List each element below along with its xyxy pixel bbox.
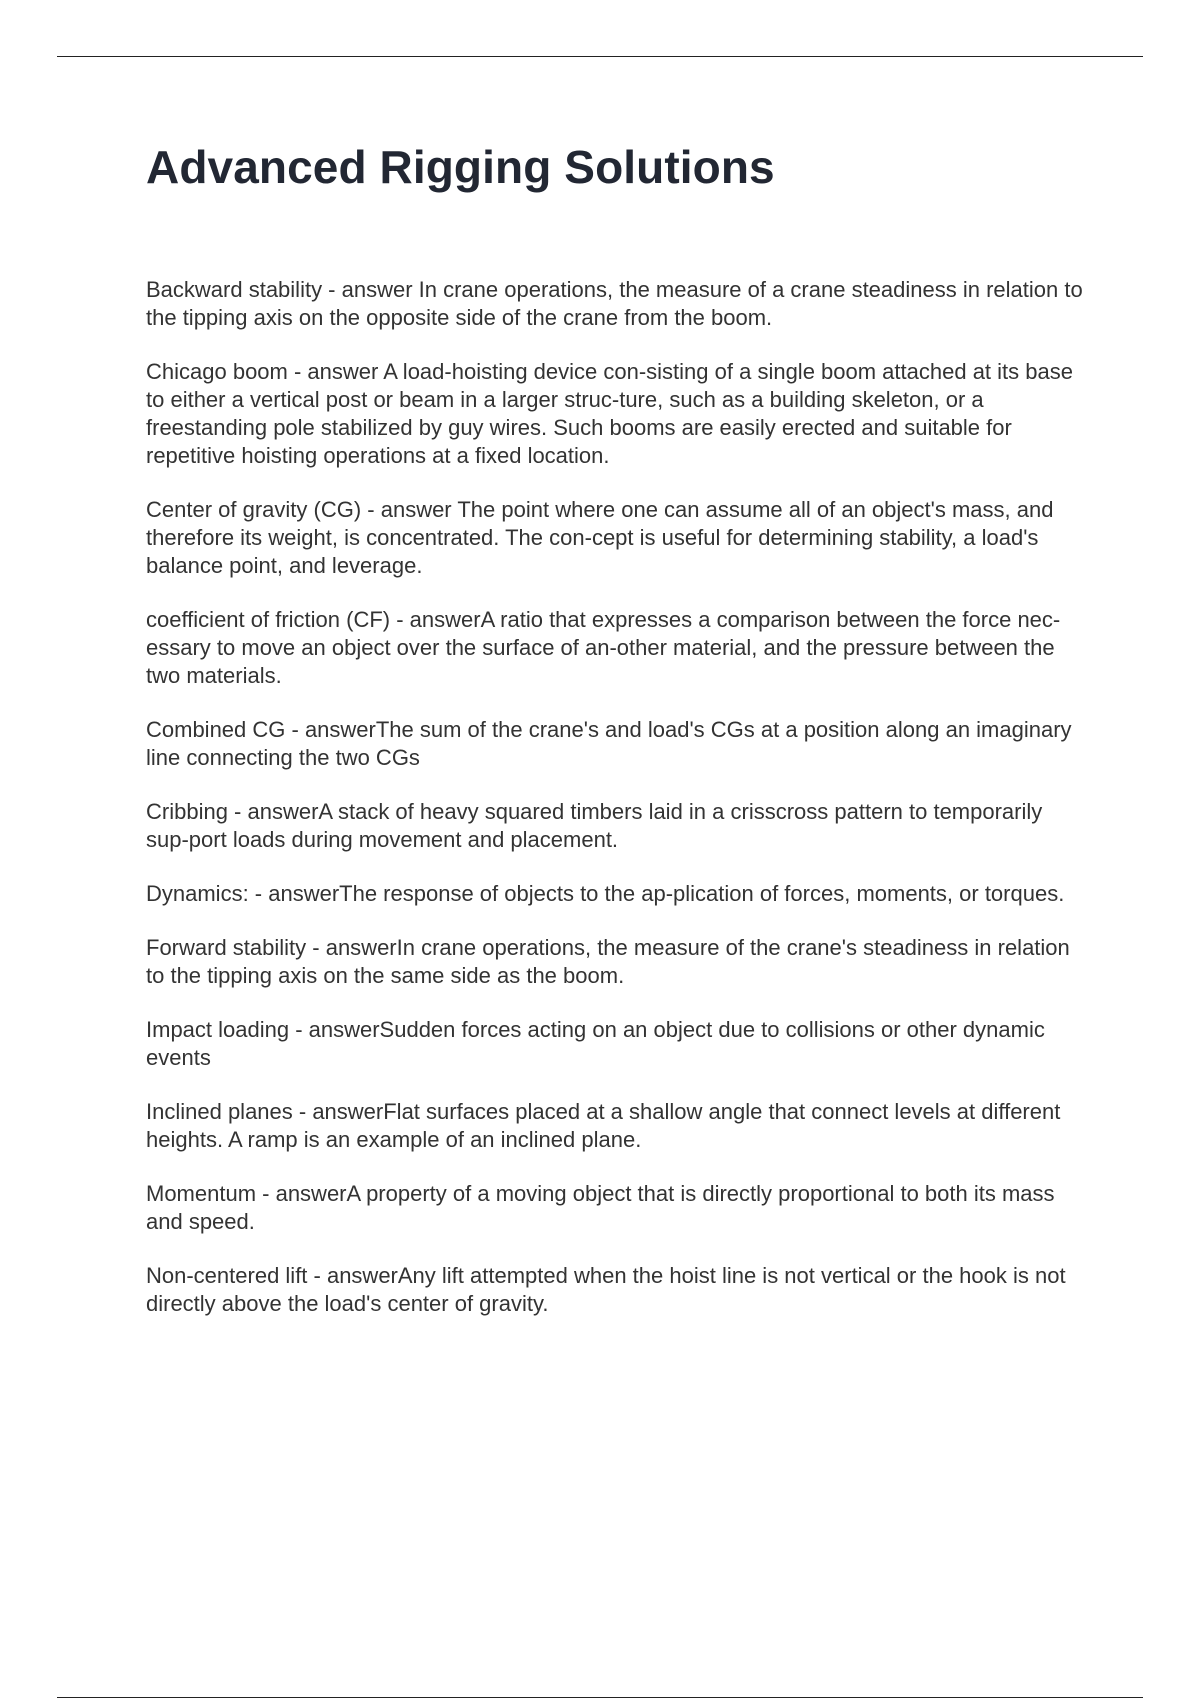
glossary-list: [146, 276, 1086, 1318]
glossary-entry: Forward stability - answerIn crane operations, the measure of the crane's steadiness in relation to the tipping axis on the same side as the boom.: [146, 935, 1070, 988]
glossary-entry: coefficient of friction (CF) - answerA ratio that expresses a comparison between the force nec-essary to move an object over the surface of an-other material, and the pressure between the two materials.: [146, 607, 1061, 688]
glossary-entry: Momentum - answerA property of a moving object that is directly proportional to both its mass and speed.: [146, 1181, 1055, 1234]
top-rule: [57, 56, 1143, 57]
glossary-entry: Chicago boom - answer A load-hoisting device con-sisting of a single boom attached at its base to either a vertical post or beam in a larger struc-ture, such as a building skeleton, or a freestanding pole stabilized by guy wires. Such booms are easily erected and suitable for repetitive hoisting operations at a fixed location.: [146, 359, 1073, 468]
glossary-entry: Center of gravity (CG) - answer The point where one can assume all of an object's mass, and therefore its weight, is concentrated. The con-cept is useful for determining stability, a load's balance point, and leverage.: [146, 497, 1054, 578]
page-content: [146, 140, 1086, 1344]
glossary-entry: Inclined planes - answerFlat surfaces placed at a shallow angle that connect levels at different heights. A ramp is an example of an inclined plane.: [146, 1099, 1061, 1152]
glossary-entry: Impact loading - answerSudden forces acting on an object due to collisions or other dynamic events: [146, 1017, 1045, 1070]
glossary-entry: Cribbing - answerA stack of heavy squared timbers laid in a crisscross pattern to temporarily sup-port loads during movement and placement.: [146, 799, 1043, 852]
glossary-entry: Combined CG - answerThe sum of the crane's and load's CGs at a position along an imaginary line connecting the two CGs: [146, 717, 1072, 770]
page-title: Advanced Rigging Solutions: [146, 141, 775, 193]
glossary-entry: Dynamics: - answerThe response of objects to the ap-plication of forces, moments, or torques.: [146, 881, 1065, 906]
bottom-rule: [57, 1697, 1143, 1698]
glossary-entry: Non-centered lift - answerAny lift attempted when the hoist line is not vertical or the hook is not directly above the load's center of gravity.: [146, 1263, 1066, 1316]
glossary-entry: Backward stability - answer In crane operations, the measure of a crane steadiness in relation to the tipping axis on the opposite side of the crane from the boom.: [146, 277, 1083, 330]
